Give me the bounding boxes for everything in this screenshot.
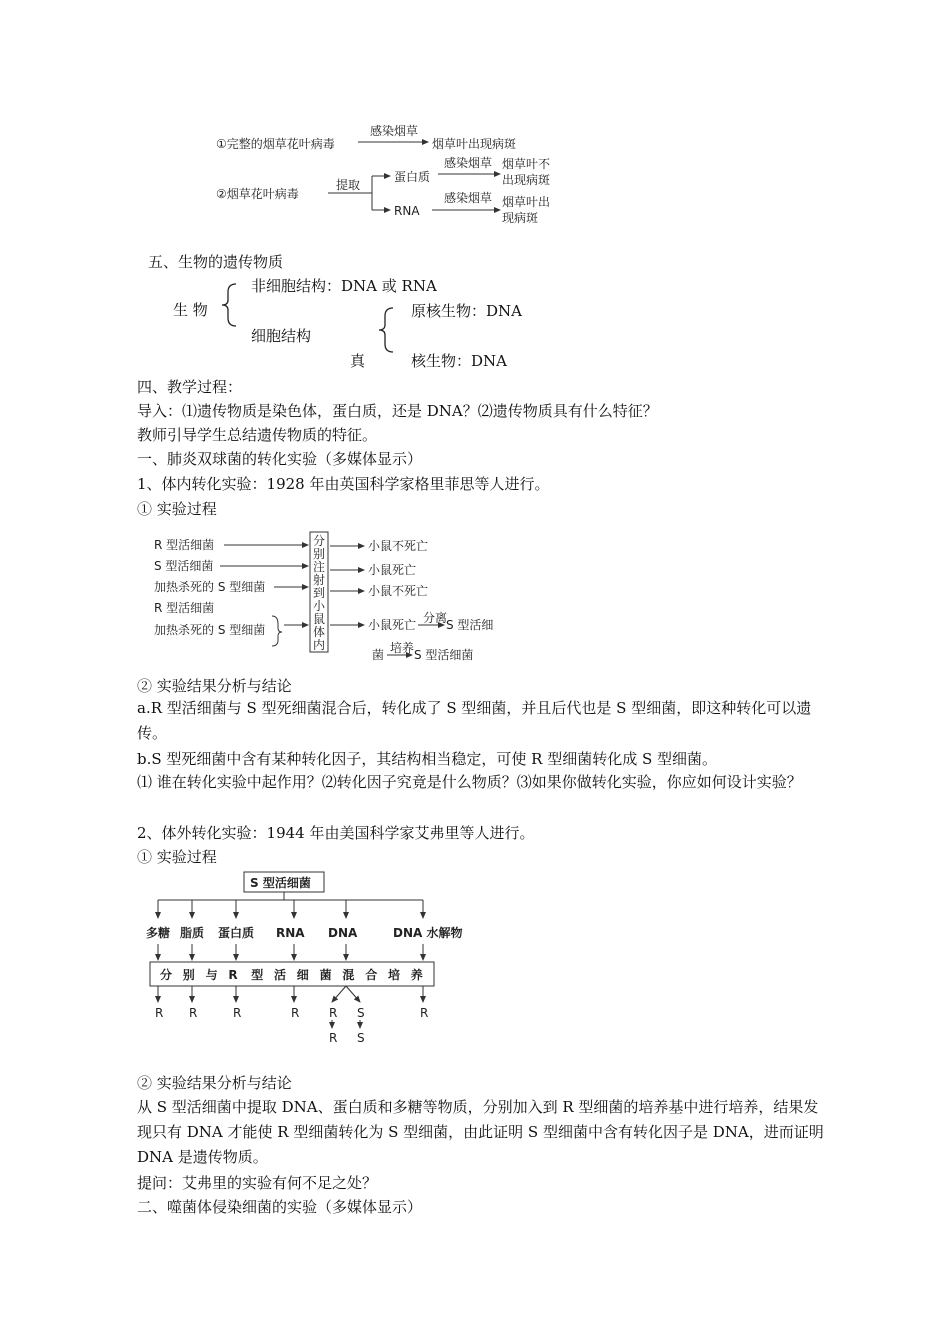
mix-culture-char: 活 bbox=[274, 968, 287, 982]
separate-label: 分离 bbox=[423, 611, 448, 625]
inject-box-char: 鼠 bbox=[313, 612, 326, 626]
mix-culture-char: 菌 bbox=[319, 968, 332, 982]
component-label: 脂质 bbox=[180, 926, 205, 940]
questions: ⑴ 谁在转化实验中起作用？⑵转化因子究竟是什么物质？⑶如果你做转化实验，你应如何设计实验？ bbox=[137, 773, 802, 791]
teaching-process-heading: 四、教学过程： bbox=[137, 378, 243, 396]
mix-culture-char: 养 bbox=[410, 968, 423, 982]
mix-culture-char: 混 bbox=[342, 968, 355, 982]
mix-culture-char: 型 bbox=[251, 968, 264, 982]
mix-culture-char: 细 bbox=[296, 968, 309, 982]
tmv-protein-result-1: 烟草叶不 bbox=[502, 157, 551, 171]
result2-label: R bbox=[329, 1031, 338, 1045]
griffith-input: 加热杀死的 S 型细菌 bbox=[154, 580, 266, 594]
result-label: R bbox=[233, 1006, 242, 1020]
section5-heading: 五、生物的遗传物质 bbox=[148, 253, 284, 271]
inject-box-char: 到 bbox=[313, 586, 326, 600]
tmv-rna-result-1: 烟草叶出 bbox=[502, 195, 551, 209]
inject-box-char: 别 bbox=[313, 547, 326, 561]
inject-box-char: 内 bbox=[313, 638, 326, 652]
eukaryote-prefix: 真 bbox=[350, 352, 366, 370]
result-label: S bbox=[357, 1006, 365, 1020]
question-prompt: 提问：艾弗里的实验有何不足之处？ bbox=[137, 1174, 378, 1192]
mix-culture-char: 合 bbox=[365, 968, 378, 982]
tmv-extract-label: 提取 bbox=[336, 178, 361, 192]
tmv-diagram bbox=[210, 118, 590, 230]
inject-box-char: 射 bbox=[313, 573, 326, 587]
results-analysis-1: ② 实验结果分析与结论 bbox=[137, 677, 292, 695]
teacher-guide-line: 教师引导学生总结遗传物质的特征。 bbox=[137, 426, 378, 444]
s-bacteria-top: S 型活细菌 bbox=[250, 876, 311, 890]
conclusion-a: a.R 型活细菌与 S 型死细菌混合后，转化成了 S 型细菌，并且后代也是 S 型细菌，即这种转化可以遗传。 bbox=[137, 699, 812, 742]
avery-diagram bbox=[138, 866, 478, 1052]
mix-culture-char: R bbox=[228, 968, 238, 982]
s-bacteria-result: S 型活细 bbox=[446, 618, 494, 632]
intro-line: 导入：⑴遗传物质是染色体，蛋白质，还是 DNA？⑵遗传物质具有什么特征？ bbox=[137, 402, 658, 420]
result-arrow bbox=[332, 986, 346, 1002]
result-arrow bbox=[346, 986, 360, 1002]
mix-culture-char: 别 bbox=[182, 968, 195, 982]
inject-box-char: 小 bbox=[313, 599, 326, 613]
griffith-input: R 型活细菌 bbox=[154, 601, 215, 615]
tmv-protein-action: 感染烟草 bbox=[444, 156, 493, 170]
results-analysis-2: ② 实验结果分析与结论 bbox=[137, 1074, 292, 1092]
prokaryote: 原核生物：DNA bbox=[411, 302, 522, 320]
tmv-protein-result-2: 出现病斑 bbox=[502, 173, 551, 187]
cell-brace bbox=[377, 306, 397, 354]
mix-culture-char: 与 bbox=[205, 968, 218, 982]
tmv-row2-label: ②烟草花叶病毒 bbox=[216, 187, 299, 201]
component-label: 蛋白质 bbox=[218, 926, 255, 940]
mix-brace bbox=[272, 616, 282, 646]
component-label: RNA bbox=[276, 926, 305, 940]
result-label: R bbox=[329, 1006, 338, 1020]
in-vivo-heading: 1、体内转化实验：1928 年由英国科学家格里菲思等人进行。 bbox=[137, 475, 550, 493]
griffith-diagram bbox=[150, 528, 520, 668]
result-label: R bbox=[155, 1006, 164, 1020]
mix-culture-char: 培 bbox=[388, 968, 401, 982]
griffith-input: 加热杀死的 S 型细菌 bbox=[154, 623, 266, 637]
bacteria-tail: 菌 bbox=[372, 648, 385, 662]
s-bacteria-result-2: S 型活细菌 bbox=[414, 648, 474, 662]
in-vitro-heading: 2、体外转化实验：1944 年由美国科学家艾弗里等人进行。 bbox=[137, 824, 535, 842]
result-label: R bbox=[420, 1006, 429, 1020]
inject-box-char: 分 bbox=[313, 534, 326, 548]
eukaryote: 核生物：DNA bbox=[411, 352, 507, 370]
component-label: DNA 水解物 bbox=[393, 926, 463, 940]
section1-heading: 一、肺炎双球菌的转化实验（多媒体显示） bbox=[137, 450, 423, 468]
experiment-process-2: ① 实验过程 bbox=[137, 848, 217, 866]
tmv-rna-action: 感染烟草 bbox=[444, 191, 493, 205]
section2-heading: 二、噬菌体侵染细菌的实验（多媒体显示） bbox=[137, 1198, 423, 1216]
griffith-input: S 型活细菌 bbox=[154, 559, 214, 573]
organism-brace bbox=[220, 282, 240, 328]
tmv-rna-result-2: 现病斑 bbox=[502, 211, 539, 225]
tmv-row1-label: ①完整的烟草花叶病毒 bbox=[216, 137, 335, 151]
result2-label: S bbox=[357, 1031, 365, 1045]
mix-culture-char: 分 bbox=[160, 968, 173, 982]
result-label: R bbox=[189, 1006, 198, 1020]
result-label: R bbox=[291, 1006, 300, 1020]
organism-label: 生 物 bbox=[173, 301, 208, 319]
tmv-rna: RNA bbox=[394, 204, 420, 218]
griffith-input: R 型活细菌 bbox=[154, 538, 215, 552]
experiment-process-1: ① 实验过程 bbox=[137, 500, 217, 518]
tmv-protein: 蛋白质 bbox=[394, 170, 431, 184]
griffith-output: 小鼠死亡 bbox=[368, 563, 417, 577]
griffith-output: 小鼠不死亡 bbox=[368, 539, 429, 553]
griffith-output: 小鼠死亡 bbox=[368, 618, 417, 632]
culture-label: 培养 bbox=[390, 641, 415, 655]
inject-box-char: 注 bbox=[313, 560, 326, 574]
noncell-structure: 非细胞结构：DNA 或 RNA bbox=[251, 277, 437, 295]
cell-structure: 细胞结构 bbox=[251, 327, 312, 345]
component-label: DNA bbox=[328, 926, 358, 940]
inject-box-char: 体 bbox=[313, 625, 326, 639]
conclusion-b: b.S 型死细菌中含有某种转化因子，其结构相当稳定，可使 R 型细菌转化成 S 型细菌。 bbox=[137, 750, 718, 768]
component-label: 多糖 bbox=[146, 926, 171, 940]
avery-conclusion: 从 S 型活细菌中提取 DNA、蛋白质和多糖等物质，分别加入到 R 型细菌的培养基中进行培养，结果发现只有 DNA 才能使 R 型细菌转化为 S 型细菌，由此证明 S 型细菌中含有转化因子是 DNA，进而证明 DNA 是遗传物质。 bbox=[137, 1098, 824, 1166]
griffith-output: 小鼠不死亡 bbox=[368, 584, 429, 598]
tmv-row1-action: 感染烟草 bbox=[370, 124, 419, 138]
tmv-row1-result: 烟草叶出现病斑 bbox=[432, 137, 517, 151]
